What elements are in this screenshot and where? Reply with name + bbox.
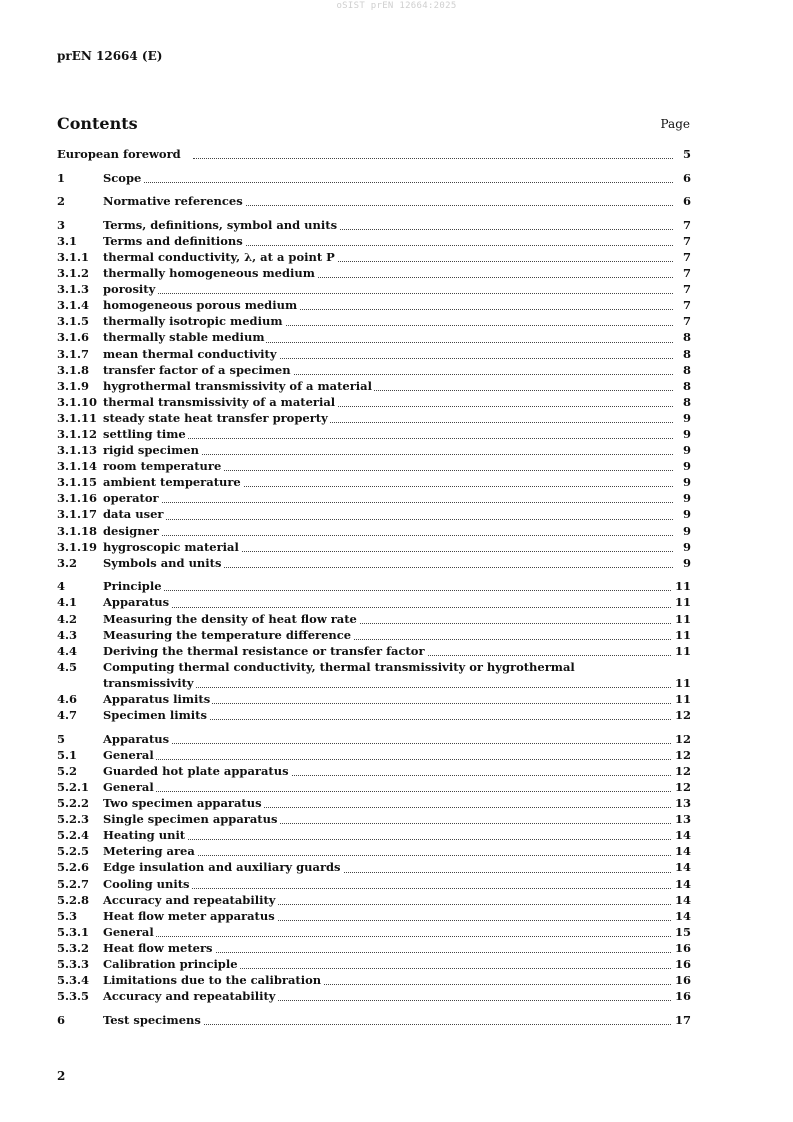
toc-entry[interactable] [57,378,691,394]
toc-entry-number: 3.1.18 [57,523,98,538]
toc-entry-page: 6 [680,170,691,186]
toc-entry-number: 5.3.4 [57,973,90,988]
watermark: oSIST prEN 12664:2025 [336,1,457,11]
dot-leader [103,791,673,792]
toc-entry-number: 3.1.12 [57,427,98,441]
toc-entry[interactable] [57,490,691,506]
toc-entry[interactable] [57,795,691,811]
toc-entry[interactable] [57,659,691,675]
toc-entry[interactable] [57,249,691,265]
toc-entry-number: 3.1.16 [57,491,98,506]
toc-entry-number: 6 [57,1012,66,1027]
toc-entry-page: 12 [672,763,691,779]
dot-leader [103,182,673,183]
toc-entry-number: 4 [57,579,66,594]
toc-entry-title: thermally homogeneous medium [103,266,315,281]
toc-entry[interactable] [57,539,691,555]
toc-entry-title: rigid specimen [103,443,199,458]
toc-entry-number: 2 [57,194,66,209]
toc-entry[interactable] [57,555,691,571]
toc-entry-title: thermally isotropic medium [103,314,283,329]
toc-entry-page: 11 [672,691,691,707]
toc-entry-number: 3.1.2 [57,266,90,281]
page-number: 2 [57,1069,66,1083]
dot-leader [103,535,673,536]
toc-entry-title: Computing thermal conductivity, thermal transmissivity or hygrothermal [103,659,575,674]
toc-entry[interactable] [57,506,691,522]
toc-entry-title: General [103,747,154,762]
dot-leader [103,590,673,591]
contents-heading: Contents [57,114,138,133]
toc-entry-page: 16 [672,972,691,988]
toc-entry-page: 9 [680,410,691,426]
toc-entry-page: 8 [680,329,691,345]
toc-entry-number: 3.1.17 [57,507,98,522]
toc-entry-number: 5.2.1 [57,779,90,794]
toc-entry-number: 4.7 [57,708,78,723]
toc-entry-title: thermal conductivity, λ, at a point P [103,249,335,264]
toc-entry-number: 5 [57,731,66,746]
toc-entry[interactable] [57,892,691,908]
toc-entry-title: homogeneous porous medium [103,298,298,313]
toc-entry[interactable] [57,346,691,362]
toc-entry-title: Single specimen apparatus [103,812,278,827]
dot-leader [103,519,673,520]
toc-entry-page: 9 [680,426,691,442]
toc-entry-page: 8 [680,346,691,362]
toc-entry-number: 5.2.2 [57,796,90,811]
toc-entry-title: Normative references [103,194,243,209]
toc-entry-number: 5.1 [57,747,78,762]
toc-entry[interactable] [57,523,691,539]
toc-entry-title: transmissivity [103,675,194,690]
toc-entry-page: 6 [680,193,691,209]
toc-entry-page: 11 [672,643,691,659]
toc-entry[interactable] [57,281,691,297]
toc-entry-title: Measuring the density of heat flow rate [103,611,357,626]
toc-entry[interactable] [57,1012,691,1028]
toc-entry-page: 9 [680,523,691,539]
toc-entry-title: Scope [103,170,142,185]
toc-entry-title: Metering area [103,844,195,859]
page-column-label: Page [660,117,690,131]
toc-entry-page: 9 [680,458,691,474]
toc-entry-page: 7 [680,249,691,265]
dot-leader [103,759,673,760]
toc-entry-title: Accuracy and repeatability [103,892,276,907]
toc-entry-number: 3.1.1 [57,249,90,264]
toc-entry[interactable] [57,611,691,627]
toc-entry-title: data user [103,507,164,522]
toc-entry[interactable] [57,362,691,378]
toc-entry-title: porosity [103,282,156,297]
dot-leader [193,158,673,159]
toc-entry-page: 17 [672,1012,691,1028]
toc-entry[interactable] [57,827,691,843]
toc-entry-number: 3.2 [57,555,78,570]
toc-entry-number: 3.1.8 [57,362,90,377]
toc-entry-number: 5.2.7 [57,876,90,891]
toc-entry-number: 3.1.10 [57,394,98,409]
toc-entry-number: 3.1.7 [57,346,90,361]
toc-entry-title: Terms and definitions [103,233,243,248]
toc-entry-page: 8 [680,394,691,410]
toc-entry-title: General [103,924,154,939]
toc-entry[interactable] [57,731,691,747]
toc-entry-title: transfer factor of a specimen [103,362,291,377]
toc-entry-title: Measuring the temperature difference [103,627,352,642]
toc-entry[interactable] [57,643,691,659]
toc-entry-title: Heat flow meters [103,940,213,955]
toc-entry-title: Deriving the thermal resistance or transfer factor [103,643,425,658]
toc-entry-title: Cooling units [103,876,190,891]
toc-entry-title: Heating unit [103,828,186,843]
toc-entry-number: 3.1.15 [57,475,98,490]
dot-leader [103,502,673,503]
toc-entry-number: 4.3 [57,627,78,642]
toc-entry-number: 3.1.14 [57,459,98,474]
toc-entry[interactable] [57,426,691,442]
toc-entry-page: 12 [672,779,691,795]
dot-leader [103,607,673,608]
toc-entry[interactable] [57,956,691,972]
toc-entry[interactable] [57,410,691,426]
toc-entry-page: 15 [672,924,691,940]
toc-entry-number: 5.3.3 [57,957,90,971]
toc-entry-number: 5.2.3 [57,812,90,827]
dot-leader [103,293,673,294]
toc-entry-page: 16 [672,956,691,972]
toc-entry-number: 3.1.6 [57,330,90,345]
toc-entry-page: 13 [672,795,691,811]
toc-entry[interactable] [57,876,691,892]
toc-entry-title: mean thermal conductivity [103,346,277,361]
toc-entry-number: 5.2.4 [57,828,90,843]
toc-entry[interactable] [57,763,691,779]
toc-entry[interactable] [57,843,691,859]
toc-entry-number: 5.3 [57,908,78,923]
toc-entry-number: 5.2.6 [57,860,90,875]
toc-entry-page: 7 [680,217,691,233]
toc-entry-title: Apparatus [103,731,170,746]
toc-entry-title: settling time [103,427,186,441]
toc-entry-page: 14 [672,843,691,859]
toc-entry-title: Apparatus limits [103,692,211,706]
toc-entry-title: Principle [103,579,162,594]
toc-entry-number: 4.1 [57,595,78,610]
toc-entry-page: 11 [672,611,691,627]
toc-entry-number: 4.6 [57,692,78,706]
toc-entry-page: 5 [680,146,691,162]
toc-entry-number: 3.1.5 [57,314,90,329]
toc-entry-page: 7 [680,297,691,313]
toc-entry-page: 8 [680,362,691,378]
toc-entry-title: operator [103,491,159,506]
toc-entry-number: 4.4 [57,643,78,658]
toc-entry[interactable] [57,924,691,940]
toc-entry-title: steady state heat transfer property [103,410,328,425]
toc-entry[interactable] [57,940,691,956]
toc-entry-title: Specimen limits [103,708,207,723]
toc-entry[interactable] [57,146,691,162]
toc-entry-page: 7 [680,265,691,281]
toc-entry[interactable] [57,170,691,186]
toc-entry-number: European foreword [57,147,181,161]
toc-entry-number: 3.1 [57,233,78,248]
toc-entry-page: 14 [672,892,691,908]
toc-entry-title: designer [103,523,159,538]
toc-entry[interactable] [57,394,691,410]
toc-entry-title: Symbols and units [103,555,222,570]
toc-entry-number: 5.2 [57,763,78,778]
toc-entry-number: 3.1.11 [57,410,98,425]
toc-entry-page: 16 [672,940,691,956]
toc-entry[interactable] [57,594,691,610]
toc-entry[interactable] [57,691,691,707]
toc-entry-page: 14 [672,908,691,924]
toc-entry-number: 3 [57,217,66,232]
dot-leader [103,743,673,744]
toc-entry-page: 11 [672,594,691,610]
toc-entry-page: 9 [680,442,691,458]
toc-entry-page: 8 [680,378,691,394]
toc-entry-title: Guarded hot plate apparatus [103,763,289,778]
toc-entry[interactable] [57,908,691,924]
toc-entry-page: 7 [680,313,691,329]
toc-entry-page: 14 [672,827,691,843]
toc-entry[interactable] [57,193,691,209]
toc-entry[interactable] [57,217,691,233]
toc-entry-number: 5.3.2 [57,940,90,955]
toc-entry-page: 14 [672,859,691,875]
toc-entry-title: hygroscopic material [103,539,239,554]
toc-entry-page: 9 [680,539,691,555]
toc-entry[interactable] [57,859,691,875]
toc-entry-title: Terms, definitions, symbol and units [103,217,338,232]
toc-entry[interactable] [57,627,691,643]
toc-entry-page: 7 [680,233,691,249]
toc-entry-number: 4.2 [57,611,78,626]
toc-entry-number: 5.2.8 [57,892,90,907]
toc-entry-title: Limitations due to the calibration [103,973,322,988]
toc-entry[interactable] [57,811,691,827]
toc-entry[interactable] [57,297,691,313]
dot-leader [103,839,673,840]
toc-entry-page: 13 [672,811,691,827]
toc-entry-page: 12 [672,707,691,723]
toc-entry-title: Calibration principle [103,957,238,971]
toc-entry[interactable] [57,329,691,345]
toc-entry-title: Apparatus [103,595,170,610]
toc-entry[interactable] [57,265,691,281]
toc-entry-number: 5.2.5 [57,844,90,859]
toc-entry-number: 3.1.19 [57,539,98,554]
toc-entry[interactable] [57,442,691,458]
toc-entry-number: 3.1.9 [57,378,90,393]
toc-entry-title: Heat flow meter apparatus [103,908,275,923]
toc-entry-title: Test specimens [103,1012,201,1027]
toc-entry-page: 11 [672,627,691,643]
toc-entry-title: hygrothermal transmissivity of a material [103,378,372,393]
toc-entry-page: 9 [680,555,691,571]
toc-entry[interactable] [57,578,691,594]
toc-entry[interactable] [57,474,691,490]
toc-entry-title: Two specimen apparatus [103,796,262,811]
toc-entry-title: thermally stable medium [103,330,265,345]
toc-entry[interactable] [57,313,691,329]
toc-entry-number: 3.1.3 [57,282,90,297]
toc-entry-number: 4.5 [57,659,78,674]
toc-entry-page: 12 [672,731,691,747]
toc-entry[interactable] [57,707,691,723]
toc-entry[interactable] [57,233,691,249]
toc-entry-number: 3.1.13 [57,443,98,458]
toc-entry-title: room temperature [103,459,222,474]
toc-entry[interactable] [57,972,691,988]
toc-entry-page: 14 [672,876,691,892]
table-of-contents [57,146,691,1028]
toc-entry[interactable] [57,747,691,763]
toc-entry-title: ambient temperature [103,475,241,490]
toc-entry-page: 9 [680,506,691,522]
toc-entry-page: 9 [680,474,691,490]
toc-entry-page: 9 [680,490,691,506]
toc-entry[interactable] [57,988,691,1004]
toc-entry-number: 5.3.5 [57,989,90,1004]
toc-entry[interactable] [57,675,691,691]
toc-entry-number: 1 [57,170,66,185]
dot-leader [103,936,673,937]
toc-entry-page: 16 [672,988,691,1004]
toc-entry[interactable] [57,458,691,474]
toc-entry-page: 11 [672,578,691,594]
dot-leader [103,438,673,439]
toc-entry-number: 5.3.1 [57,924,90,939]
toc-entry-title: thermal transmissivity of a material [103,394,336,409]
toc-entry-page: 12 [672,747,691,763]
toc-entry[interactable] [57,779,691,795]
toc-entry-title: Edge insulation and auxiliary guards [103,860,341,875]
toc-entry-title: Accuracy and repeatability [103,989,276,1004]
toc-entry-number: 3.1.4 [57,298,90,313]
toc-entry-page: 7 [680,281,691,297]
toc-entry-page: 11 [672,675,691,691]
document-id: prEN 12664 (E) [57,49,163,63]
toc-entry-title: General [103,779,154,794]
